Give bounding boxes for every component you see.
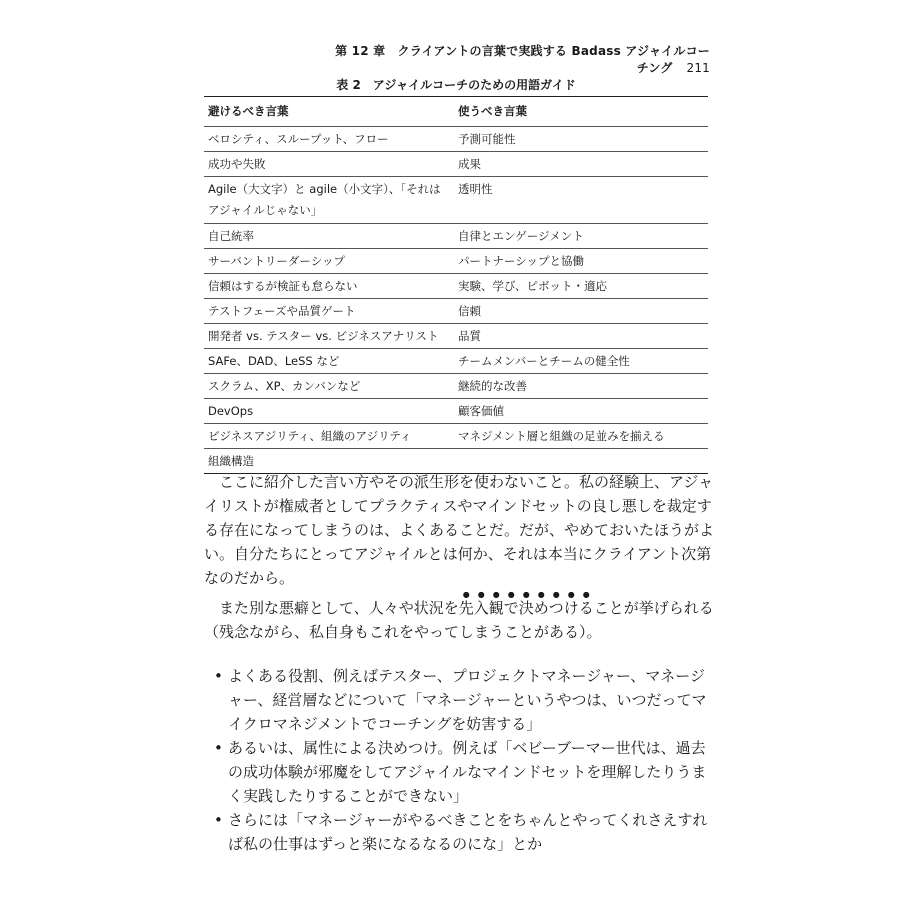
use-term: マネジメント層と組織の足並みを揃える xyxy=(454,424,708,449)
use-term: 成果 xyxy=(454,152,708,177)
emphasized-phrase: 先入観で決めつける xyxy=(458,599,594,617)
paragraph xyxy=(204,590,714,644)
avoid-term: Agile（大文字）と agile（小文字）、「それはアジャイルじゃない」 xyxy=(204,177,454,224)
table-row xyxy=(204,152,708,177)
use-term: 品質 xyxy=(454,324,708,349)
bullet-icon: • xyxy=(214,739,223,757)
paragraph: ここに紹介した言い方やその派生形を使わないこと。私の経験上、アジャイリストが権威者としてプラクティスやマインドセットの良し悪しを裁定する存在になってしまうのは、よくあることだ。だが、やめておいたほうがよい。自分たちにとってアジャイルとは何か、それは本当にクライアント次第なのだから。 xyxy=(204,473,715,587)
table-row xyxy=(204,177,708,224)
running-header xyxy=(330,42,710,76)
page-number: 211 xyxy=(686,61,710,75)
list-item-text: あるいは、属性による決めつけ。例えば「ベビーブーマー世代は、過去の成功体験が邪魔をしてアジャイルなマインドセットを理解したりうまく実践したりすることができない」 xyxy=(228,739,707,805)
avoid-term: ビジネスアジリティ、組織のアジリティ xyxy=(204,424,454,449)
use-term: 継続的な改善 xyxy=(454,374,708,399)
avoid-term: ベロシティ、スループット、フロー xyxy=(204,127,454,152)
bullet-list xyxy=(204,664,714,856)
table-row xyxy=(204,299,708,324)
use-term: 顧客価値 xyxy=(454,399,708,424)
use-term: 実験、学び、ピボット・適応 xyxy=(454,274,708,299)
bullet-icon: • xyxy=(214,811,223,829)
list-item-text: よくある役割、例えばテスター、プロジェクトマネージャー、マネージャー、経営層などについて「マネージャーというやつは、いつだってマイクロマネジメントでコーチングを妨害する」 xyxy=(228,667,707,733)
list-item xyxy=(204,736,714,808)
avoid-term: スクラム、XP、カンバンなど xyxy=(204,374,454,399)
column-header-use: 使うべき言葉 xyxy=(454,97,708,127)
table-row xyxy=(204,399,708,424)
table-row xyxy=(204,249,708,274)
table-row xyxy=(204,274,708,299)
paragraph-text: ことが挙げられる（残念ながら、私自身もこれをやってしまうことがある）。 xyxy=(204,599,714,641)
use-term: パートナーシップと協働 xyxy=(454,249,708,274)
table-row xyxy=(204,374,708,399)
list-item xyxy=(204,808,714,856)
avoid-term: 開発者 vs. テスター vs. ビジネスアナリスト xyxy=(204,324,454,349)
list-item xyxy=(204,664,714,736)
column-header-avoid: 避けるべき言葉 xyxy=(204,97,454,127)
avoid-term: 組織構造 xyxy=(204,449,454,474)
use-term: 信頼 xyxy=(454,299,708,324)
use-term: チームメンバーとチームの健全性 xyxy=(454,349,708,374)
avoid-term: 信頼はするが検証も怠らない xyxy=(204,274,454,299)
table-row xyxy=(204,424,708,449)
paragraph-text: また別な悪癖として、人々や状況を xyxy=(219,599,459,617)
table-row xyxy=(204,349,708,374)
avoid-term: テストフェーズや品質ゲート xyxy=(204,299,454,324)
table-row xyxy=(204,324,708,349)
table-row xyxy=(204,127,708,152)
list-item-text: さらには「マネージャーがやるべきことをちゃんとやってくれさえすれば私の仕事はずっと楽になるなるのにな」とか xyxy=(228,811,708,853)
body-text xyxy=(204,470,714,856)
avoid-term: 自己統率 xyxy=(204,224,454,249)
avoid-term: DevOps xyxy=(204,399,454,424)
table-row xyxy=(204,224,708,249)
avoid-term: 成功や失敗 xyxy=(204,152,454,177)
bullet-icon: • xyxy=(214,667,223,685)
table-caption: 表 2 アジャイルコーチのための用語ガイド xyxy=(336,78,576,92)
avoid-term: SAFe、DAD、LeSS など xyxy=(204,349,454,374)
table-header-row xyxy=(204,97,708,127)
terminology-table xyxy=(204,96,708,474)
use-term: 透明性 xyxy=(454,177,708,224)
use-term: 自律とエンゲージメント xyxy=(454,224,708,249)
use-term: 予測可能性 xyxy=(454,127,708,152)
chapter-title: 第 12 章 クライアントの言葉で実践する Badass アジャイルコーチング xyxy=(335,44,710,75)
avoid-term: サーバントリーダーシップ xyxy=(204,249,454,274)
